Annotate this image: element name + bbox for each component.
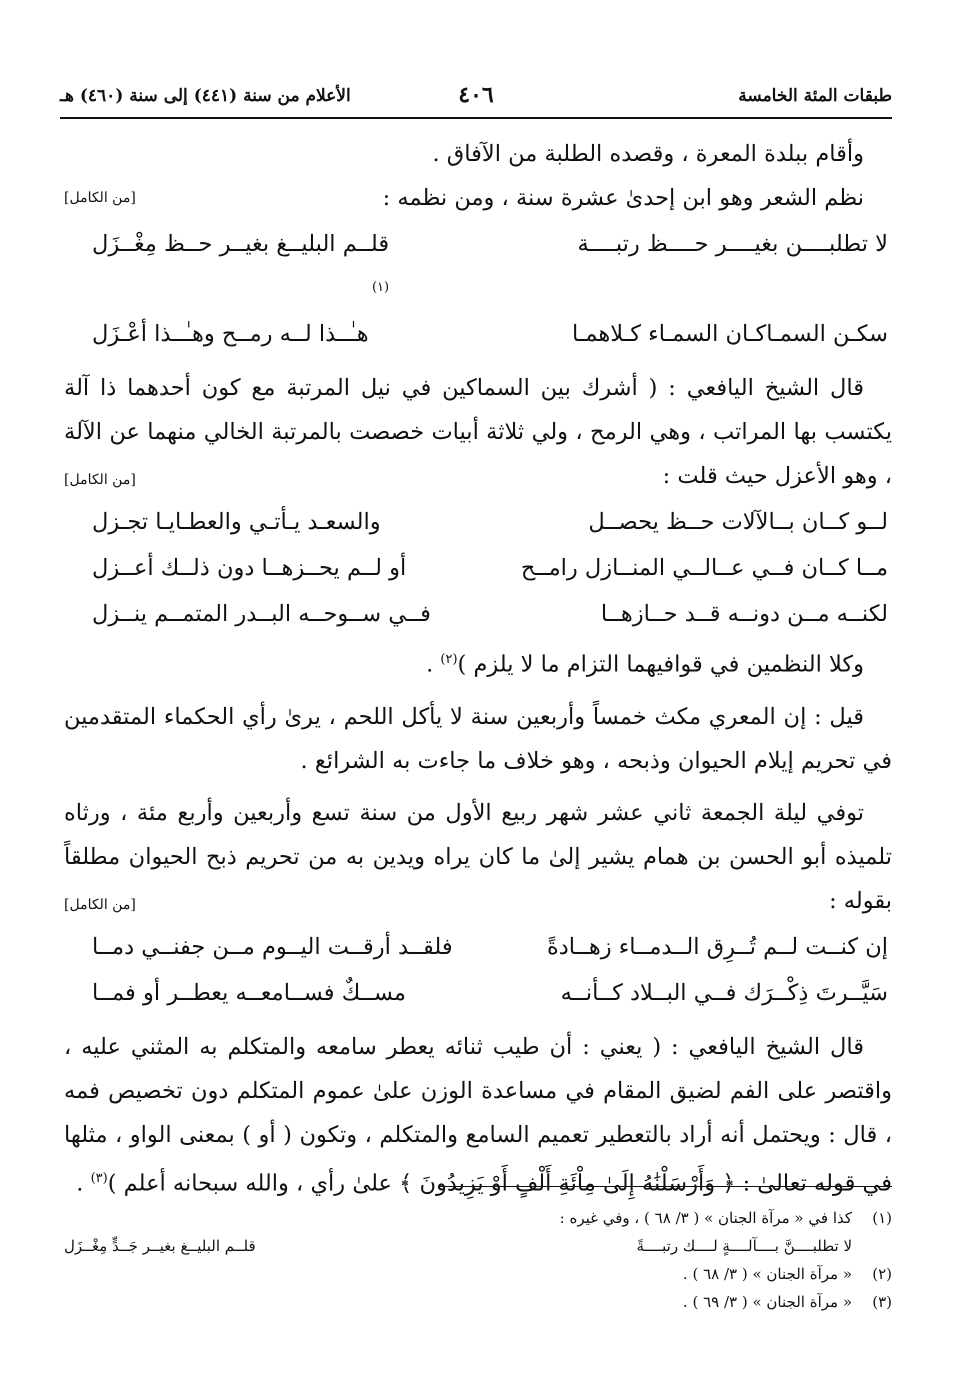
paragraph: توفي ليلة الجمعة ثاني عشر شهر ربيع الأول من سنة تسع وأربعين وأربع مئة ، ورثاه تلميذه أبو الحسن بن همام يشير إلىٰ ما كان يراه ويدين به من تحريم ذبح الحيوان مطلقاً بقوله :: [64, 799, 892, 914]
verse-line: لــو كــان بــالآلات حــظ يحصــل والسعـد يـأتـي والعطـايـا تجـزل: [92, 509, 888, 535]
verse-line: لا تطلبــــن بغيــــر حــــظ رتبــــة قلــم البليــغ بغيــر حــظ مِغْــزَل (١): [64, 222, 892, 310]
paragraph: [من الكامل] نظم الشعر وهو ابن إحدىٰ عشرة سنة ، ومن نظمه :: [64, 176, 892, 220]
meter-label: [من الكامل]: [64, 896, 136, 913]
header-section-title: طبقات المئة الخامسة: [738, 86, 892, 106]
page-number: ٤٠٦: [458, 82, 494, 108]
header-range-title: الأعلام من سنة (٤٤١) إلى سنة (٤٦٠) هـ: [60, 86, 351, 106]
header-rule: [60, 117, 892, 119]
footnote-ref[interactable]: (٢): [440, 652, 458, 667]
verse-line: سكـن السمـاكـان السمـاء كـلاهمـا هـٰــذا لــه رمــح وهـٰــذا أعْـزَل: [92, 321, 888, 347]
verse-line: إن كنــت لــم تُــرِق الــدمــاء زهــادةً فلقــد أرقــت اليــوم مــن جفنــي دمــا: [92, 933, 888, 960]
footnote: (١) كذا في « مرآة الجنان » ( ٣/ ٦٨ ) ، وفي غيره :: [559, 1209, 892, 1227]
footnotes: [64, 1204, 892, 1316]
footnote-verse: لا تطلبــــنَّ بــــآلــــةٍ لــــك رتبــــةً قلــم البليــغ بغيــر جَــدٍّ مِغْــزَل: [64, 1237, 852, 1255]
footnote: (٣) « مرآة الجنان » ( ٣/ ٦٩ ) .: [682, 1293, 892, 1311]
main-text: [64, 132, 892, 1205]
verse-line: سَيَّــرتَ ذِكْــرَك فــي البــلاد كــأنــه مســكٌ فســامعــه يعطــر أو فمــا: [92, 979, 888, 1006]
paragraph: وكلا النظمين في قوافيهما التزام ما لا يلزم )$^{(٢)}$ .: [426, 651, 864, 678]
paragraph: وأقام ببلدة المعرة ، وقصده الطلبة من الآفاق .: [432, 141, 864, 167]
paragraph: قال الشيخ اليافعي : ( يعني : أن طيب ثنائه يعطر سامعه والمتكلم به المثني عليه ، واقتصر على الفم لضيق المقام في مساعدة الوزن علىٰ عموم المتكلم دون تخصيص فمه ، قال : ويحتمل أنه أراد بالتعطير تعميم السامع والمتكلم ، وتكون ( أو ) بمعنى الواو ، مثلها في قوله تعالىٰ : ﴿ وَأَرْسَلْنَٰهُ إِلَىٰ مِاْئَةِ أَلْفٍ أَوْ يَزِيدُونَ ﴾ علىٰ رأي ، والله سبحانه أعلم )$^{(٣)}$ .: [64, 1033, 892, 1196]
footnote-rule: [438, 1186, 892, 1187]
verse-line: مــا كــان فــي عــالــي المنــازل رامــح أو لــم يحــزهــا دون ذلــك أعــزل: [92, 555, 888, 581]
footnote-ref[interactable]: (٣): [90, 1170, 108, 1186]
footnote: (٢) « مرآة الجنان » ( ٣/ ٦٨ ) .: [682, 1265, 892, 1283]
paragraph: قيل : إن المعري مكث خمساً وأربعين سنة لا يأكل اللحم ، يرىٰ رأي الحكماء المتقدمين في تحريم إيلام الحيوان وذبحه ، وهو خلاف ما جاءت به الشرائع .: [64, 703, 892, 774]
verse-line: لكنــه مــن دونــه قــد حــازهــا فــي ســوحــه البــدر المتمــم ينــزل: [92, 601, 888, 627]
paragraph: قال الشيخ اليافعي : ( أشرك بين السماكين في نيل المرتبة مع كون أحدهما ذا آلة يكتسب بها المراتب ، وهي الرمح ، ولي ثلاثة أبيات خصصت بالمرتبة الخالي منهما عن الآلة ، وهو الأعزل حيث قلت :: [64, 375, 892, 489]
meter-label: [من الكامل]: [64, 472, 136, 488]
running-header: [60, 82, 892, 116]
meter-label: [من الكامل]: [64, 190, 136, 206]
footnote-ref[interactable]: (١): [371, 280, 390, 295]
